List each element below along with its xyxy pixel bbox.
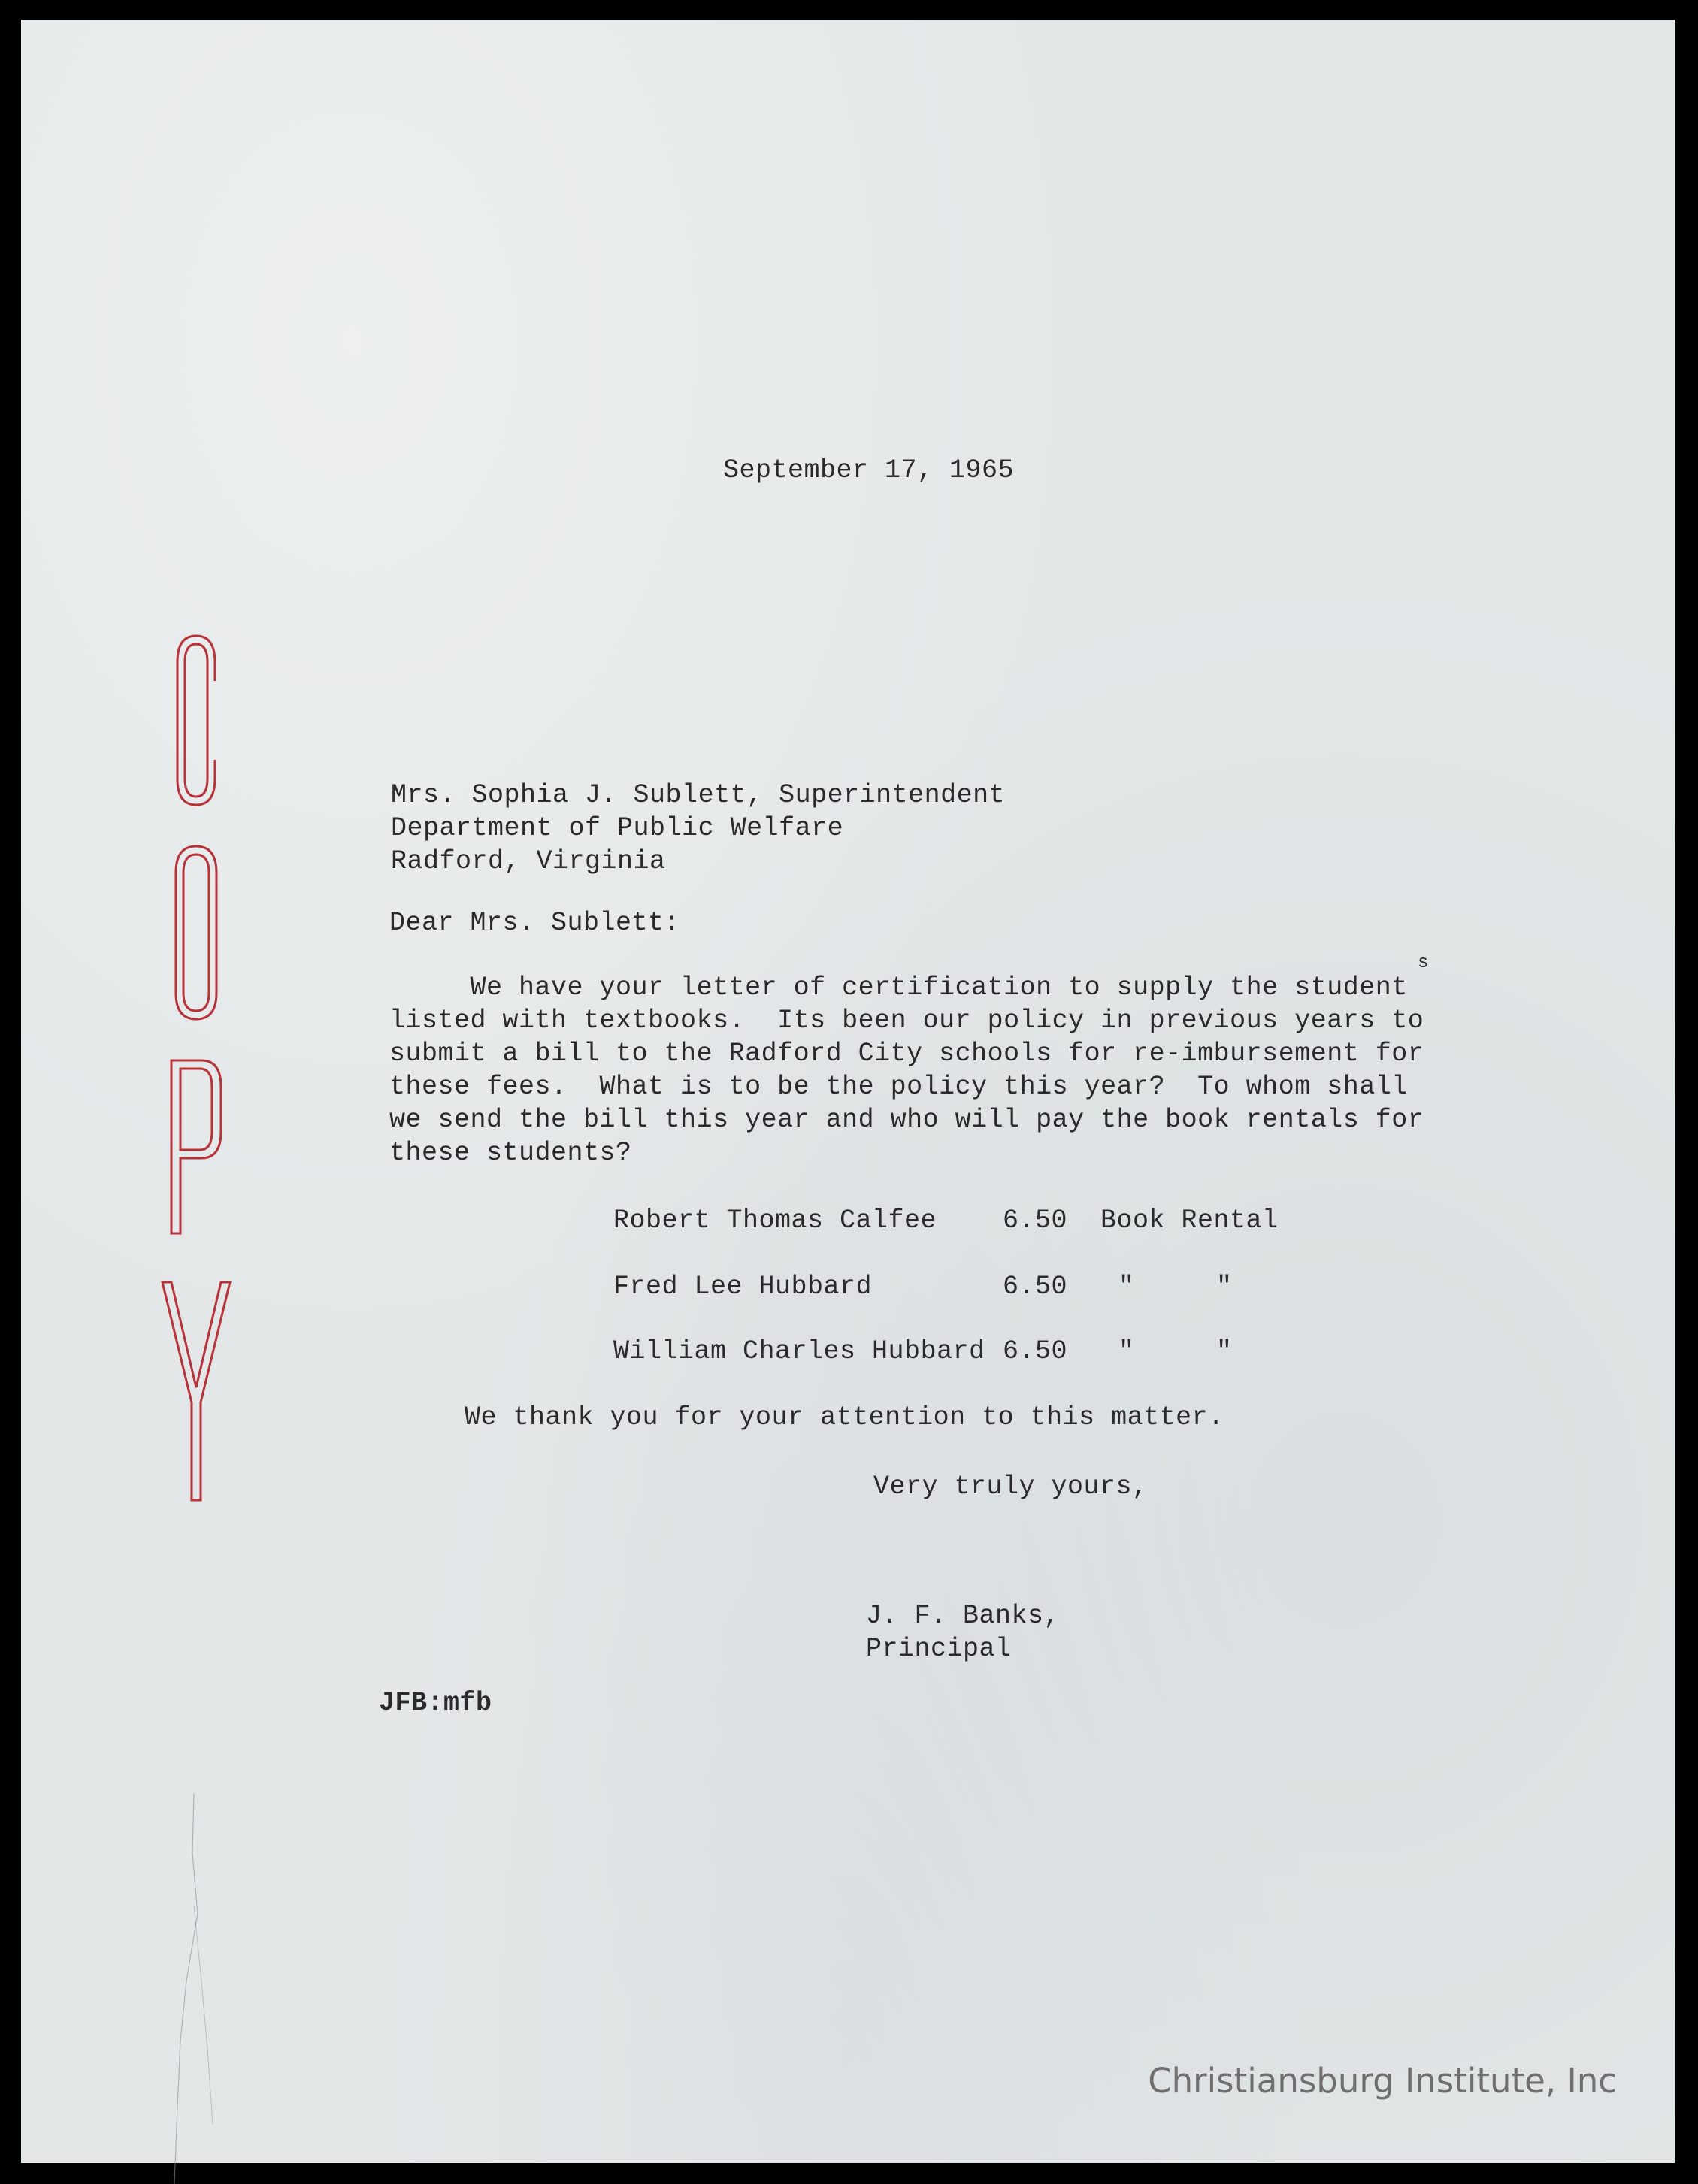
ditto-mark: " <box>1216 1272 1233 1302</box>
ditto-mark: " <box>1118 1336 1135 1366</box>
student-row <box>613 1335 1233 1368</box>
stamp-letter-y <box>162 1282 230 1500</box>
thanks-line: We thank you for your attention to this matter. <box>465 1402 1224 1432</box>
stamp-letter-c <box>177 636 215 805</box>
body-line-6: these students? <box>389 1138 632 1168</box>
stamp-letter-o <box>176 846 216 1019</box>
ditto-mark: " <box>1216 1336 1233 1366</box>
body-line-5: we send the bill this year and who will pay the book rentals for <box>389 1105 1424 1135</box>
copy-stamp <box>155 628 238 1508</box>
recipient-line-2: Department of Public Welfare <box>391 813 844 843</box>
body-line-2: listed with textbooks. Its been our policy in previous years to <box>389 1006 1424 1036</box>
signer-name: J. F. Banks, <box>866 1601 1061 1631</box>
body-line-1: We have your letter of certification to supply the student <box>389 973 1408 1003</box>
typed-correction-superscript: s <box>1418 953 1429 973</box>
student-name: William Charles Hubbard <box>613 1336 985 1366</box>
student-name: Robert Thomas Calfee <box>613 1205 937 1236</box>
recipient-line-1: Mrs. Sophia J. Sublett, Superintendent <box>391 780 1006 810</box>
letter-page <box>21 20 1675 2163</box>
ditto-mark: " <box>1118 1272 1135 1302</box>
salutation: Dear Mrs. Sublett: <box>389 908 681 938</box>
student-row <box>613 1204 1279 1237</box>
letter-date: September 17, 1965 <box>723 455 1015 486</box>
body-paragraph <box>389 953 1429 1169</box>
student-amount: 6.50 <box>1003 1336 1068 1366</box>
recipient-address <box>391 779 1005 878</box>
signer-title: Principal <box>866 1634 1012 1664</box>
student-name: Fred Lee Hubbard <box>613 1272 873 1302</box>
complimentary-close: Very truly yours, <box>873 1472 1149 1502</box>
body-line-4: these fees. What is to be the policy this year? To whom shall <box>389 1072 1408 1102</box>
archive-watermark: Christiansburg Institute, Inc <box>1148 2061 1617 2101</box>
stamp-letter-p <box>171 1060 221 1233</box>
fee-description: Book Rental <box>1100 1205 1279 1236</box>
paper-crease <box>171 1793 216 2184</box>
student-amount: 6.50 <box>1003 1272 1068 1302</box>
student-row <box>613 1270 1233 1303</box>
body-line-3: submit a bill to the Radford City schools for re-imbursement for <box>389 1039 1424 1069</box>
reference-initials: JFB:mfb <box>379 1688 492 1718</box>
recipient-line-3: Radford, Virginia <box>391 846 666 876</box>
student-amount: 6.50 <box>1003 1205 1068 1236</box>
